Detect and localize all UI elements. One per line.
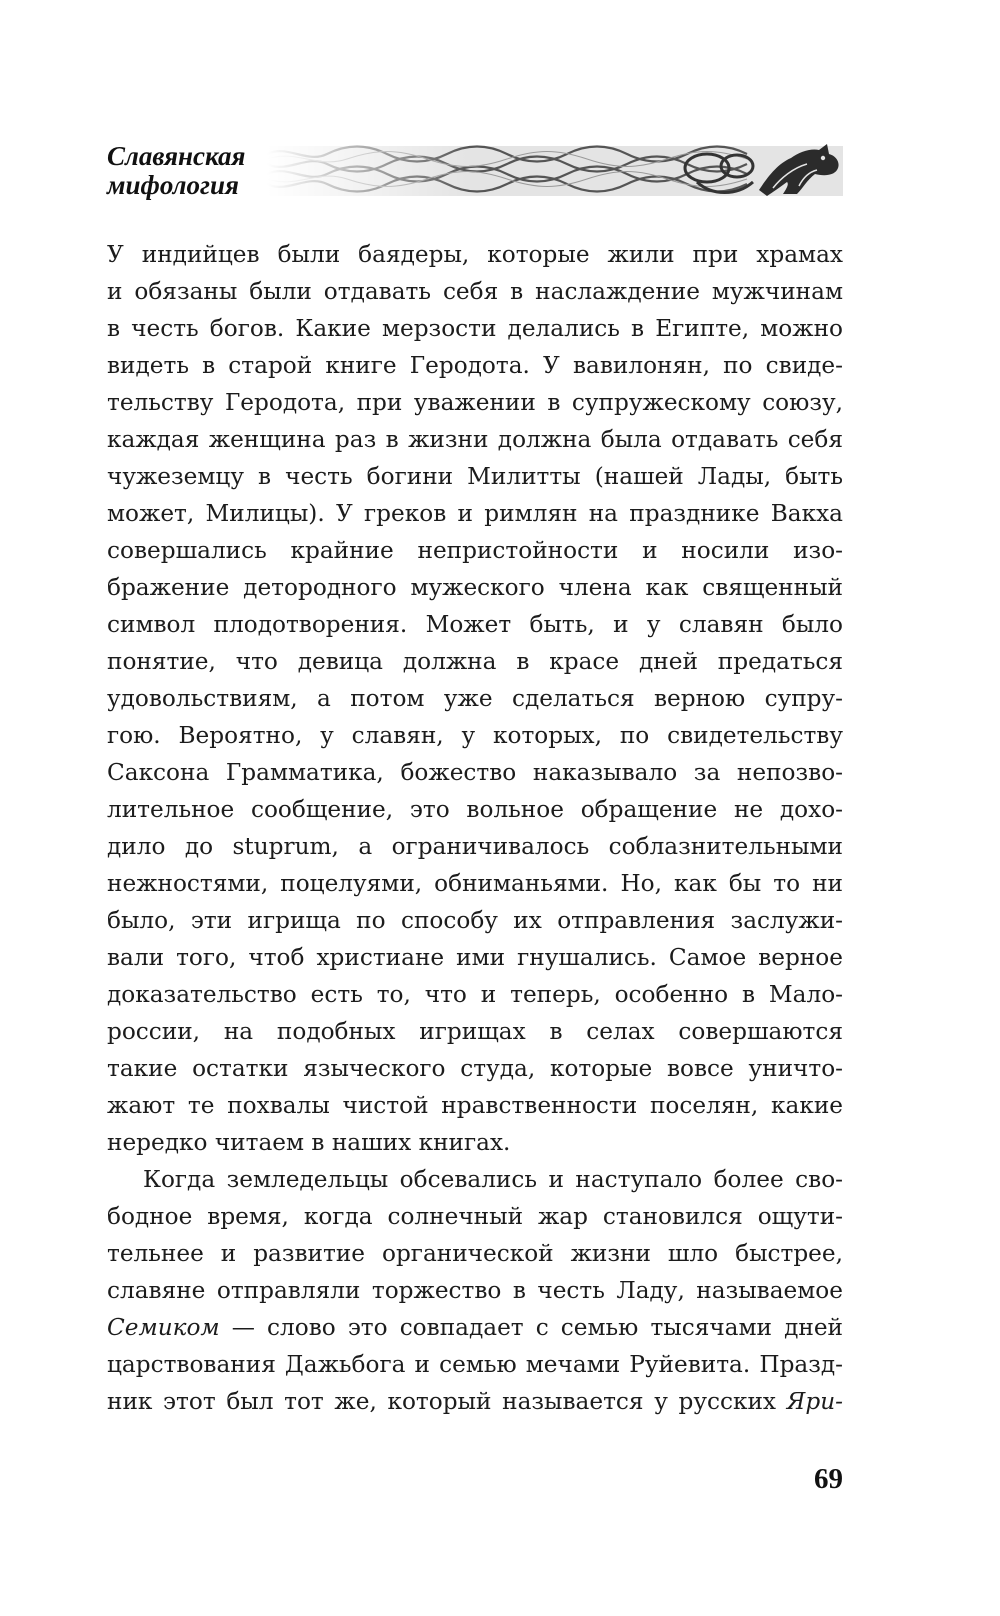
paragraph-1-line: удовольствиям, а потом уже сделаться верною супру-	[107, 685, 843, 712]
paragraph-2-line-start: ник этот был тот же, который называется у русских	[107, 1388, 787, 1415]
running-header	[107, 138, 843, 204]
paragraph-1-line: такие остатки языческого студа, которые вовсе уничто-	[107, 1055, 843, 1082]
paragraph-2-line: Когда земледельцы обсевались и наступало более сво-	[143, 1166, 843, 1193]
paragraph-2-line	[107, 1309, 843, 1346]
paragraph-1-line: вали того, чтоб христиане ими гнушались. Самое верное	[107, 944, 843, 971]
paragraph-1-line: может, Милицы). У греков и римлян на празднике Вакха	[107, 500, 843, 527]
paragraph-1-line: гою. Вероятно, у славян, у которых, по свидетельству	[107, 722, 843, 749]
page-number: 69	[814, 1463, 843, 1495]
paragraph-2-line: царствования Дажьбога и семью мечами Руйевита. Празд-	[107, 1351, 843, 1378]
paragraph-1-line: бражение детородного мужеского члена как священный	[107, 574, 843, 601]
paragraph-2-line	[107, 1383, 843, 1420]
paragraph-2-line: славяне отправляли торжество в честь Ладу, называемое	[107, 1277, 843, 1304]
paragraph-2-line-rest: — слово это совпадает с семью тысячами дней	[219, 1314, 843, 1341]
paragraph-1-line: символ плодотворения. Может быть, и у славян было	[107, 611, 843, 638]
paragraph-1-last-line: нередко читаем в наших книгах.	[107, 1129, 511, 1156]
paragraph-1-line: Саксона Грамматика, божество наказывало за непозво-	[107, 759, 843, 786]
paragraph-1-line: доказательство есть то, что и теперь, особенно в Мало-	[107, 981, 843, 1008]
paragraph-2-line: бодное время, когда солнечный жар становился ощути-	[107, 1203, 843, 1230]
paragraph-1-line: понятие, что девица должна в красе дней предаться	[107, 648, 843, 675]
paragraph-1-line: видеть в старой книге Геродота. У вавилонян, по свиде-	[107, 352, 843, 379]
paragraph-1-line: дило до stuprum, а ограничивалось соблазнительными	[107, 833, 843, 860]
italic-term-yari: Яри-	[786, 1388, 843, 1415]
paragraph-1-line: россии, на подобных игрищах в селах совершаются	[107, 1018, 843, 1045]
italic-term-semik: Семиком	[107, 1314, 220, 1341]
paragraph-1-line: тельству Геродота, при уважении в супружескому союзу,	[107, 389, 843, 416]
paragraph-1-line: нежностями, поцелуями, обниманьями. Но, как бы то ни	[107, 870, 843, 897]
paragraph-1-line: чужеземцу в честь богини Милитты (нашей Лады, быть	[107, 463, 843, 490]
paragraph-1-line: лительное сообщение, это вольное обращение не дохо-	[107, 796, 843, 823]
paragraph-1-line: совершались крайние непристойности и носили изо-	[107, 537, 843, 564]
header-title-line-2: мифология	[107, 170, 239, 200]
body-text	[107, 236, 843, 1420]
header-title-line-1: Славянская	[107, 141, 246, 171]
paragraph-1-line: жают те похвалы чистой нравственности поселян, какие	[107, 1092, 843, 1119]
braided-band-with-beast-icon	[267, 138, 843, 204]
paragraph-1-line: и обязаны были отдавать себя в наслаждение мужчинам	[107, 278, 843, 305]
paragraph-1-line: в честь богов. Какие мерзости делались в Египте, можно	[107, 315, 843, 342]
paragraph-1-line: каждая женщина раз в жизни должна была отдавать себя	[107, 426, 843, 453]
paragraph-1-line: У индийцев были баядеры, которые жили при храмах	[107, 241, 843, 268]
running-header-title	[107, 142, 245, 200]
paragraph-2-line: тельнее и развитие органической жизни шло быстрее,	[107, 1240, 843, 1267]
paragraph-1-line: было, эти игрища по способу их отправления заслужи-	[107, 907, 843, 934]
